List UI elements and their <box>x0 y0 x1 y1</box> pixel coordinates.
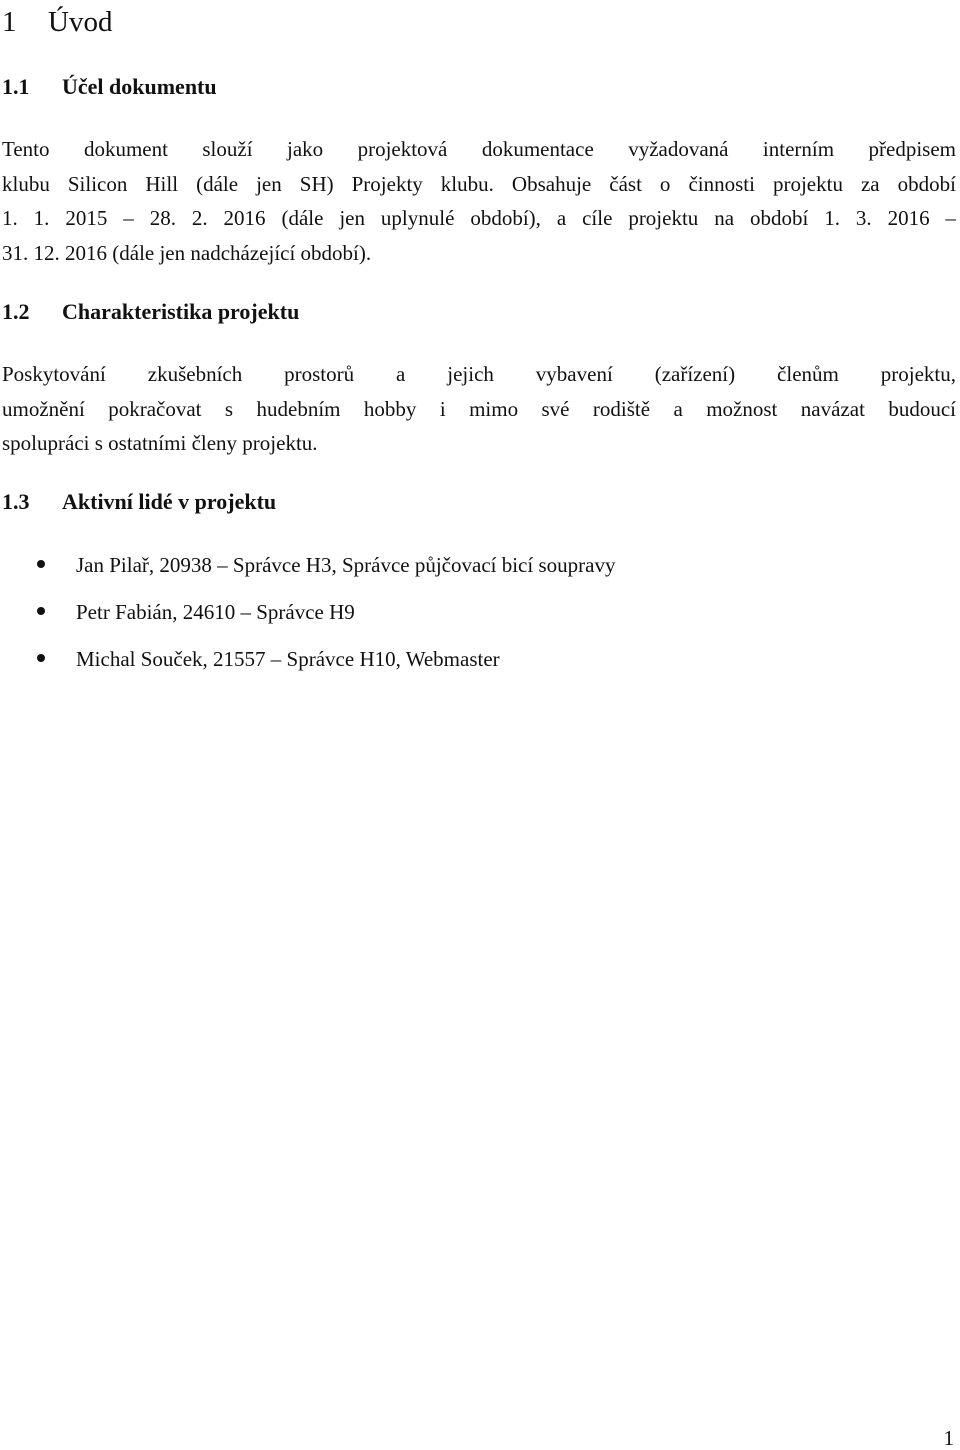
chapter-number: 1 <box>2 6 17 38</box>
section-number: 1.3 <box>2 489 30 514</box>
section-1-2-paragraph <box>2 357 956 461</box>
paragraph-line: umožnění pokračovat s hudebním hobby i mimo své rodiště a možnost navázat budoucí <box>2 396 956 421</box>
chapter-heading <box>2 2 112 42</box>
section-1-1-paragraph <box>2 132 956 270</box>
bullet-icon <box>37 654 45 662</box>
paragraph-line: 31. 12. 2016 (dále jen nadcházející období). <box>2 240 372 265</box>
list-item <box>0 594 615 641</box>
chapter-title: Úvod <box>48 6 113 38</box>
list-item <box>0 641 615 688</box>
page-number: 1 <box>943 1426 954 1450</box>
bullet-icon <box>37 560 45 568</box>
section-number: 1.1 <box>2 74 30 99</box>
people-list <box>0 547 615 688</box>
section-heading-1-2 <box>2 297 299 327</box>
section-heading-1-1 <box>2 72 217 102</box>
paragraph-line: 1. 1. 2015 – 28. 2. 2016 (dále jen uplynulé období), a cíle projektu na období 1. 3. 2016 – <box>2 206 956 230</box>
list-item <box>0 547 615 594</box>
bullet-icon <box>37 607 45 615</box>
paragraph-line: Tento dokument slouží jako projektová dokumentace vyžadovaná interním předpisem <box>2 137 956 161</box>
list-item-text: Petr Fabián, 24610 – Správce H9 <box>76 600 355 624</box>
list-item-text: Michal Souček, 21557 – Správce H10, Webmaster <box>76 647 500 671</box>
section-number: 1.2 <box>2 299 30 324</box>
section-heading-1-3 <box>2 487 276 517</box>
section-title: Aktivní lidé v projektu <box>62 489 277 514</box>
section-title: Účel dokumentu <box>62 74 217 99</box>
paragraph-line: Poskytování zkušebních prostorů a jejich vybavení (zařízení) členům projektu, <box>2 362 956 386</box>
paragraph-line: klubu Silicon Hill (dále jen SH) Projekty klubu. Obsahuje část o činnosti projektu za období <box>2 171 956 196</box>
paragraph-line: spolupráci s ostatními členy projektu. <box>2 431 318 455</box>
list-item-text: Jan Pilař, 20938 – Správce H3, Správce půjčovací bicí soupravy <box>76 553 616 577</box>
section-title: Charakteristika projektu <box>62 299 300 324</box>
